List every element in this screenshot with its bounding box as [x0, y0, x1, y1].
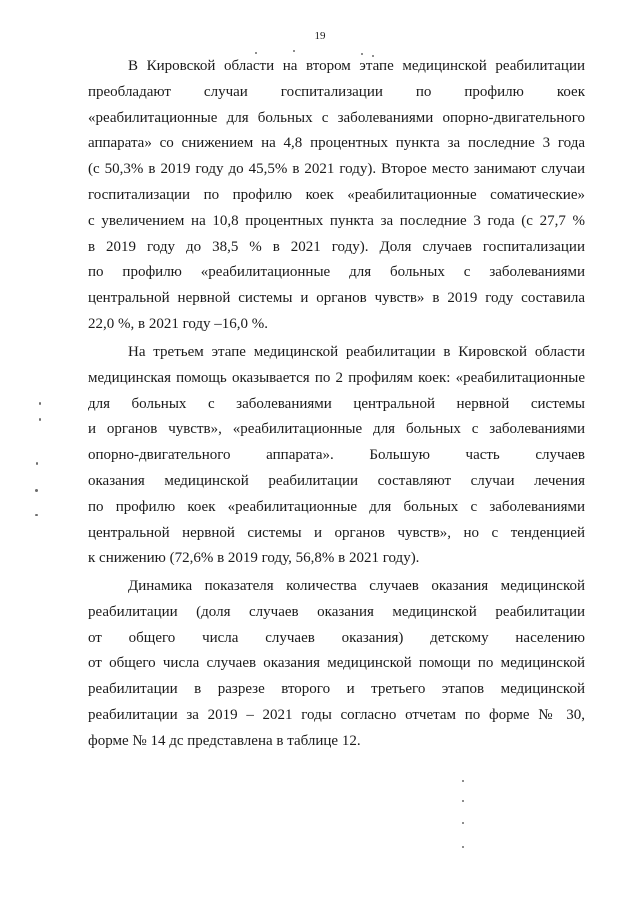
text-line: в 2019 году до 38,5 % в 2021 году). Доля случаев госпитализации — [88, 238, 585, 255]
scan-speck — [293, 50, 295, 52]
text-line: реабилитации в разрезе второго и третьего этапов медицинской — [88, 681, 585, 698]
text-line: к снижению (72,6% в 2019 году, 56,8% в 2021 году). — [88, 550, 420, 567]
page-number: 19 — [314, 30, 326, 42]
text-line: На третьем этапе медицинской реабилитации в Кировской области — [128, 344, 585, 360]
scan-speck — [255, 52, 257, 54]
scan-speck — [462, 780, 464, 782]
paragraph-1 — [88, 54, 585, 338]
text-line: форме № 14 дс представлена в таблице 12. — [88, 732, 361, 749]
scan-speck — [35, 514, 38, 516]
text-line: опорно-двигательного аппарата». Большую часть случаев — [88, 447, 585, 464]
text-line: (с 50,3% в 2019 году до 45,5% в 2021 году). Второе место занимают случаи — [88, 161, 585, 178]
scan-speck — [462, 822, 464, 824]
text-line: медицинская помощь оказывается по 2 профилям коек: «реабилитационные — [88, 369, 585, 386]
text-line: реабилитации за 2019 – 2021 годы согласно отчетам по форме № 30, — [88, 706, 585, 723]
text-line: с увеличением на 10,8 процентных пункта за последние 3 года (с 27,7 % — [88, 212, 585, 229]
text-line: центральной нервной системы и органов чувств» в 2019 году составила — [88, 290, 585, 307]
scan-speck — [361, 53, 363, 55]
text-line: для больных с заболеваниями центральной нервной системы — [88, 395, 585, 412]
text-line: «реабилитационные для больных с заболеваниями опорно-двигательного — [88, 109, 585, 126]
text-line: аппарата» со снижением на 4,8 процентных пункта за последние 3 года — [88, 135, 585, 152]
scan-speck — [39, 418, 41, 421]
scan-speck — [39, 402, 41, 405]
text-line: преобладают случаи госпитализации по профилю коек — [88, 83, 585, 100]
text-line: и органов чувств», «реабилитационные для больных с заболеваниями — [88, 421, 585, 438]
scan-speck — [35, 489, 38, 492]
text-line: Динамика показателя количества случаев оказания медицинской — [128, 578, 585, 594]
text-line: центральной нервной системы и органов чувств», но с тенденцией — [88, 524, 585, 541]
text-line: от общего числа случаев оказания) детскому населению — [88, 629, 585, 646]
scan-speck — [462, 800, 464, 802]
text-line: реабилитации (доля случаев оказания медицинской реабилитации — [88, 603, 585, 620]
scan-speck — [372, 55, 374, 57]
paragraph-3 — [88, 574, 585, 755]
scan-speck — [36, 462, 38, 465]
text-line: В Кировской области на втором этапе медицинской реабилитации — [128, 58, 585, 74]
text-line: 22,0 %, в 2021 году –16,0 %. — [88, 315, 269, 332]
text-line: госпитализации по профилю коек «реабилитационные соматические» — [88, 186, 585, 203]
text-line: оказания медицинской реабилитации составляют случаи лечения — [88, 472, 585, 489]
text-line: от общего числа случаев оказания медицинской помощи по медицинской — [88, 655, 585, 672]
text-line: по профилю коек «реабилитационные для больных с заболеваниями — [88, 498, 585, 515]
paragraph-2 — [88, 340, 585, 572]
scan-speck — [462, 846, 464, 848]
text-line: по профилю «реабилитационные для больных с заболеваниями — [88, 264, 585, 281]
